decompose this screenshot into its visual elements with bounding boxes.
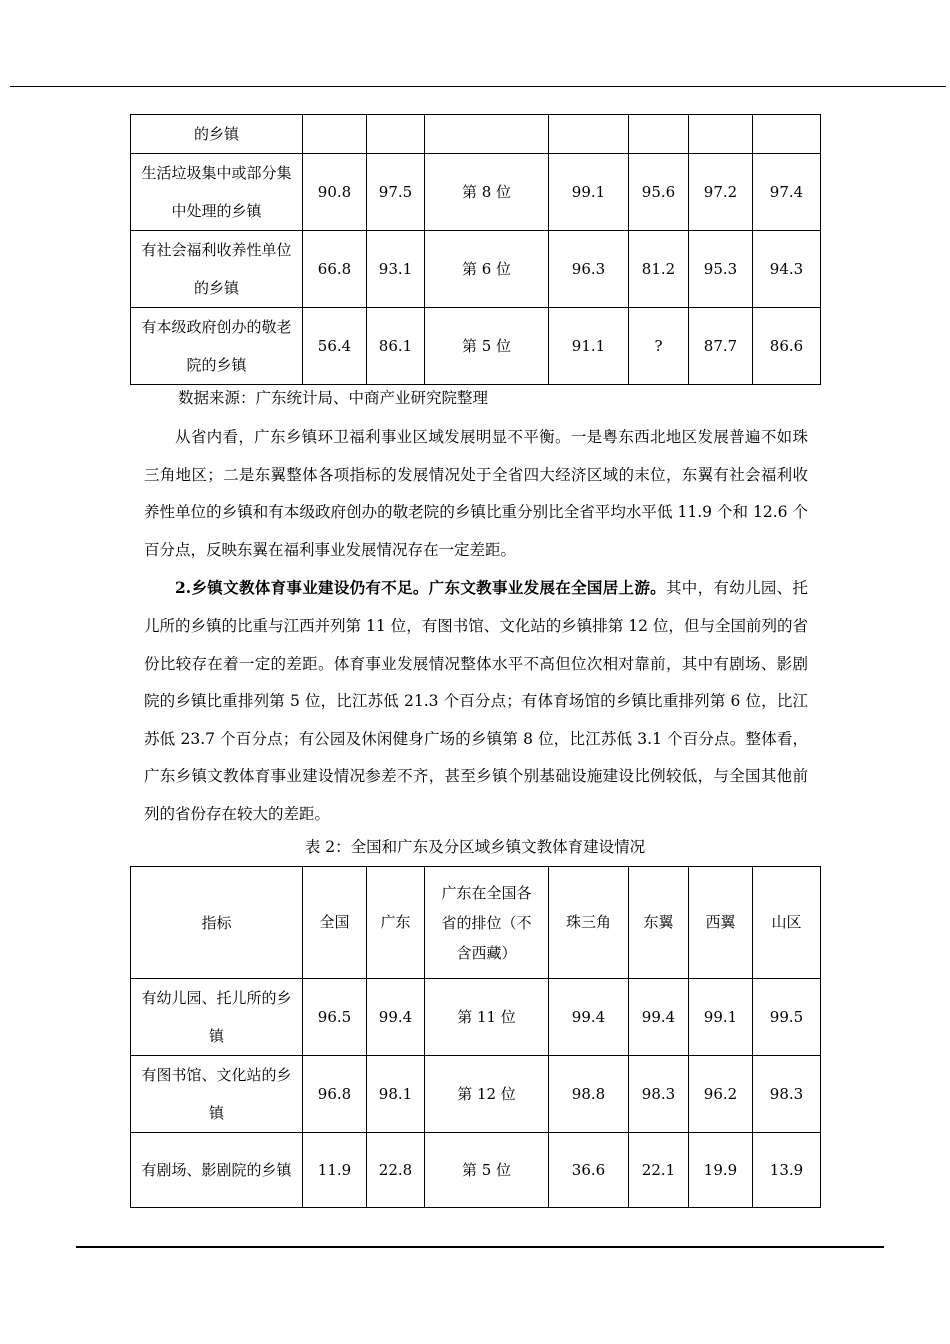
value-cell: 96.3	[549, 231, 629, 308]
column-header: 东翼	[629, 867, 689, 979]
value-cell: 87.7	[689, 308, 753, 385]
table-row	[131, 115, 821, 154]
indicator-cell: 有本级政府创办的敬老院的乡镇	[131, 308, 303, 385]
value-cell	[689, 115, 753, 154]
value-cell	[629, 115, 689, 154]
table-row	[131, 231, 821, 308]
value-cell: 98.8	[549, 1056, 629, 1133]
paragraph: 从省内看，广东乡镇环卫福利事业区域发展明显不平衡。一是粤东西北地区发展普遍不如珠三角地区；二是东翼整体各项指标的发展情况处于全省四大经济区域的末位，东翼有社会福利收养性单位的乡镇和有本级政府创办的敬老院的乡镇比重分别比全省平均水平低 11.9 个和 12.6 个百分点，反映东翼在福利事业发展情况存在一定差距。	[144, 428, 808, 559]
value-cell: 93.1	[367, 231, 425, 308]
value-cell: 99.4	[629, 979, 689, 1056]
table-row	[131, 1056, 821, 1133]
value-cell: 86.1	[367, 308, 425, 385]
value-cell: ?	[629, 308, 689, 385]
column-header: 全国	[303, 867, 367, 979]
value-cell: 98.3	[753, 1056, 821, 1133]
value-cell: 96.5	[303, 979, 367, 1056]
column-header: 指标	[131, 867, 303, 979]
body-text	[144, 419, 808, 834]
header-rule	[10, 86, 946, 87]
section-subheading: 广东文教事业发展在全国居上游。	[428, 578, 666, 598]
value-cell: 11.9	[303, 1133, 367, 1208]
paragraph	[144, 569, 808, 833]
rank-cell: 第 6 位	[425, 231, 549, 308]
value-cell: 99.1	[549, 154, 629, 231]
table-caption: 表 2：全国和广东及分区域乡镇文教体育建设情况	[304, 838, 646, 856]
column-header: 西翼	[689, 867, 753, 979]
section-heading: 2.乡镇文教体育事业建设仍有不足。	[175, 578, 429, 598]
value-cell: 94.3	[753, 231, 821, 308]
indicator-cell: 的乡镇	[131, 115, 303, 154]
column-header: 山区	[753, 867, 821, 979]
value-cell: 81.2	[629, 231, 689, 308]
value-cell: 22.1	[629, 1133, 689, 1208]
value-cell: 86.6	[753, 308, 821, 385]
data-source-note: 数据来源：广东统计局、中商产业研究院整理	[178, 389, 489, 407]
paragraph-body: 其中，有幼儿园、托儿所的乡镇的比重与江西并列第 11 位，有图书馆、文化站的乡镇排第 12 位，但与全国前列的省份比较存在着一定的差距。体育事业发展情况整体水平不高但位次相对靠前，其中有剧场、影剧院的乡镇比重排列第 5 位，比江苏低 21.3 个百分点；有体育场馆的乡镇比重排列第 6 位，比江苏低 23.7 个百分点；有公园及休闲健身广场的乡镇第 8 位，比江苏低 3.1 个百分点。整体看，广东乡镇文教体育事业建设情况参差不齐，甚至乡镇个别基础设施建设比例较低，与全国其他前列的省份存在较大的差距。	[144, 579, 808, 823]
value-cell: 96.8	[303, 1056, 367, 1133]
header-row	[131, 867, 821, 979]
culture-sports-table	[130, 866, 821, 1208]
value-cell: 98.1	[367, 1056, 425, 1133]
table-row	[131, 308, 821, 385]
value-cell: 99.1	[689, 979, 753, 1056]
rank-cell: 第 5 位	[425, 1133, 549, 1208]
rank-cell: 第 8 位	[425, 154, 549, 231]
value-cell: 56.4	[303, 308, 367, 385]
indicator-cell: 生活垃圾集中或部分集中处理的乡镇	[131, 154, 303, 231]
table-row	[131, 979, 821, 1056]
value-cell	[367, 115, 425, 154]
indicator-cell: 有剧场、影剧院的乡镇	[131, 1133, 303, 1208]
value-cell: 97.5	[367, 154, 425, 231]
table-row	[131, 154, 821, 231]
column-header: 珠三角	[549, 867, 629, 979]
footer-rule	[76, 1246, 884, 1248]
value-cell: 97.2	[689, 154, 753, 231]
rank-cell: 第 12 位	[425, 1056, 549, 1133]
value-cell	[303, 115, 367, 154]
value-cell: 98.3	[629, 1056, 689, 1133]
value-cell: 90.8	[303, 154, 367, 231]
rank-cell: 第 11 位	[425, 979, 549, 1056]
value-cell: 95.3	[689, 231, 753, 308]
value-cell: 99.4	[367, 979, 425, 1056]
rank-cell	[425, 115, 549, 154]
indicator-cell: 有社会福利收养性单位的乡镇	[131, 231, 303, 308]
column-header: 广东在全国各省的排位（不含西藏）	[425, 867, 549, 979]
value-cell: 19.9	[689, 1133, 753, 1208]
value-cell: 36.6	[549, 1133, 629, 1208]
rank-cell: 第 5 位	[425, 308, 549, 385]
value-cell: 95.6	[629, 154, 689, 231]
column-header: 广东	[367, 867, 425, 979]
value-cell	[549, 115, 629, 154]
value-cell: 96.2	[689, 1056, 753, 1133]
value-cell	[753, 115, 821, 154]
value-cell: 13.9	[753, 1133, 821, 1208]
value-cell: 99.5	[753, 979, 821, 1056]
value-cell: 66.8	[303, 231, 367, 308]
table-row	[131, 1133, 821, 1208]
indicator-cell: 有幼儿园、托儿所的乡镇	[131, 979, 303, 1056]
value-cell: 91.1	[549, 308, 629, 385]
value-cell: 97.4	[753, 154, 821, 231]
value-cell: 99.4	[549, 979, 629, 1056]
indicator-cell: 有图书馆、文化站的乡镇	[131, 1056, 303, 1133]
value-cell: 22.8	[367, 1133, 425, 1208]
welfare-table	[130, 114, 821, 385]
